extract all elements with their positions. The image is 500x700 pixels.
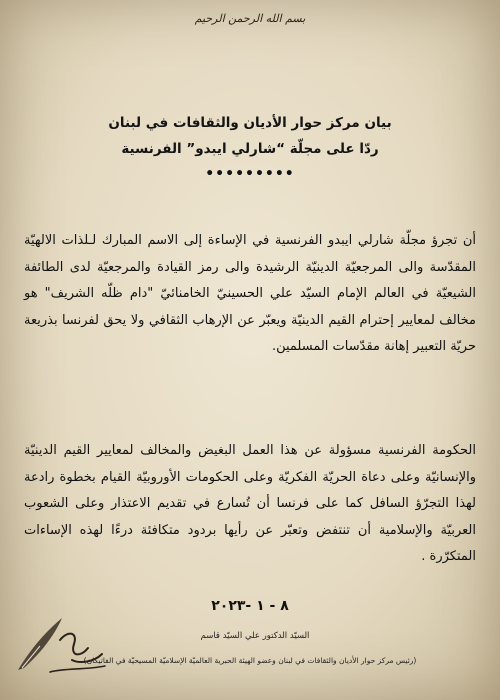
signatory-name: السيّد الدكتور علي السيّد قاسم: [200, 631, 310, 641]
separator-dots: •••••••••: [205, 166, 295, 182]
statement-date: ٨ - ١ -٢٠٢٣: [211, 598, 289, 614]
statement-title: بيان مركز حوار الأديان والثقافات في لبنان: [108, 115, 392, 131]
quill-pen-signature-icon: [10, 610, 110, 680]
statement-subtitle: ردّا على مجلّة “شارلي ايبدو” الفرنسية: [121, 141, 379, 157]
signatory-role: (رئيس مركز حوار الأديان والثقافات في لبنان وعضو الهيئة الحبرية العالميّة الإسلاميّة المسيحيّة في الفاتيكان): [83, 656, 417, 665]
statement-heading: [60, 110, 440, 186]
paragraph-2: الحكومة الفرنسية مسؤولة عن هذا العمل البغيض والمخالف لمعايير القيم الدينيّة والإنسانيّة وعلى دعاة الحريّة الفكريّة وعلى الحكومات الأوروبيّة القيام بخطوة رادعة لهذا التجرّؤ السافل كما على فرنسا أن تُسارع في تقديم الاعتذار وعلى الشعوب العربيّة والإسلامية أن تنتفض وتعبّر عن رأيها بردود متكافئة درءًا لهذه الإساءات المتكرّرة .: [24, 443, 476, 564]
paragraph-1: أن تجرؤ مجلّة شارلي ايبدو الفرنسية في الإساءة إلى الاسم المبارك لـلذات الالهيّة المقدّسة والى المرجعيّة الدينيّة الرشيدة والى رمز القيادة والمرجعيّة لدى الطائفة الشيعيّة في العالم الإمام السيّد علي الحسينيّ الخامنائيّ "دام ظلّه الشريف" هو مخالف لمعايير إحترام القيم الدينيّة ويعبّر عن الإرهاب الثقافي ولا يحق لفرنسا بذريعة حريّة التعبير إهانة مقدّسات المسلمين.: [24, 233, 476, 354]
basmala-header: بسم الله الرحمن الرحيم: [194, 12, 306, 25]
